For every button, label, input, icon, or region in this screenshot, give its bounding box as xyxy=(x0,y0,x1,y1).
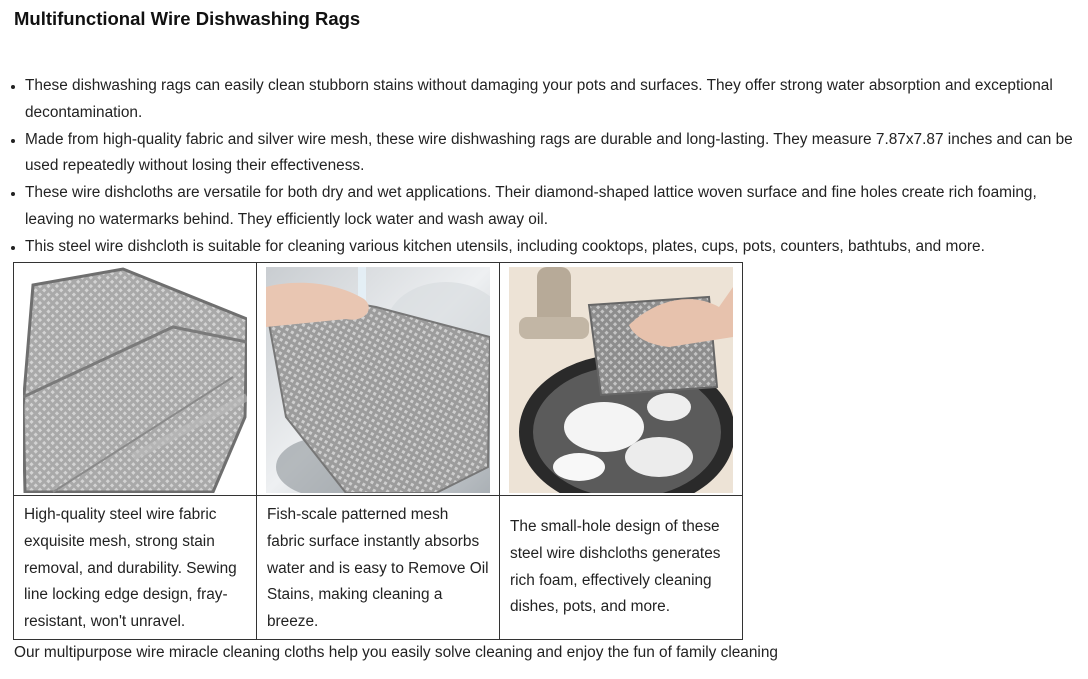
feature-bullet-list xyxy=(25,73,1083,261)
scrubbing-pan-foam-photo xyxy=(509,267,733,493)
bullet-item: These wire dishcloths are versatile for both dry and wet applications. Their diamond-shaped lattice woven surface and fine holes create rich foaming, leaving no watermarks behind. They efficiently lock water and wash away oil. xyxy=(25,180,1083,234)
folded-wire-rag-photo xyxy=(23,267,247,493)
product-feature-table xyxy=(13,262,743,640)
rag-under-faucet-photo xyxy=(266,267,490,493)
feature-caption: Fish-scale patterned mesh fabric surface instantly absorbs water and is easy to Remove Oil Stains, making cleaning a breeze. xyxy=(267,506,489,631)
caption-cell xyxy=(500,496,743,640)
caption-cell xyxy=(257,496,500,640)
feature-caption xyxy=(500,496,742,639)
bullet-item: These dishwashing rags can easily clean stubborn stains without damaging your pots and surfaces. They offer strong water absorption and exceptional decontamination. xyxy=(25,73,1083,127)
feature-caption-text: The small-hole design of these steel wire dishcloths generates rich foam, effectively cleaning dishes, pots, and more. xyxy=(510,517,721,616)
bullet-item: Made from high-quality fabric and silver wire mesh, these wire dishwashing rags are durable and long-lasting. They measure 7.87x7.87 inches and can be used repeatedly without losing their effectiveness. xyxy=(25,127,1083,181)
bullet-item: This steel wire dishcloth is suitable for cleaning various kitchen utensils, including cooktops, plates, cups, pots, counters, bathtubs, and more. xyxy=(25,234,1083,261)
image-cell xyxy=(14,263,257,496)
caption-cell xyxy=(14,496,257,640)
image-cell xyxy=(257,263,500,496)
footer-text: Our multipurpose wire miracle cleaning cloths help you easily solve cleaning and enjoy the fun of family cleaning xyxy=(14,644,778,661)
image-cell xyxy=(500,263,743,496)
feature-caption: High-quality steel wire fabric exquisite mesh, strong stain removal, and durability. Sewing line locking edge design, fray-resistant, won't unravel. xyxy=(24,506,237,631)
page-title: Multifunctional Wire Dishwashing Rags xyxy=(14,8,361,29)
